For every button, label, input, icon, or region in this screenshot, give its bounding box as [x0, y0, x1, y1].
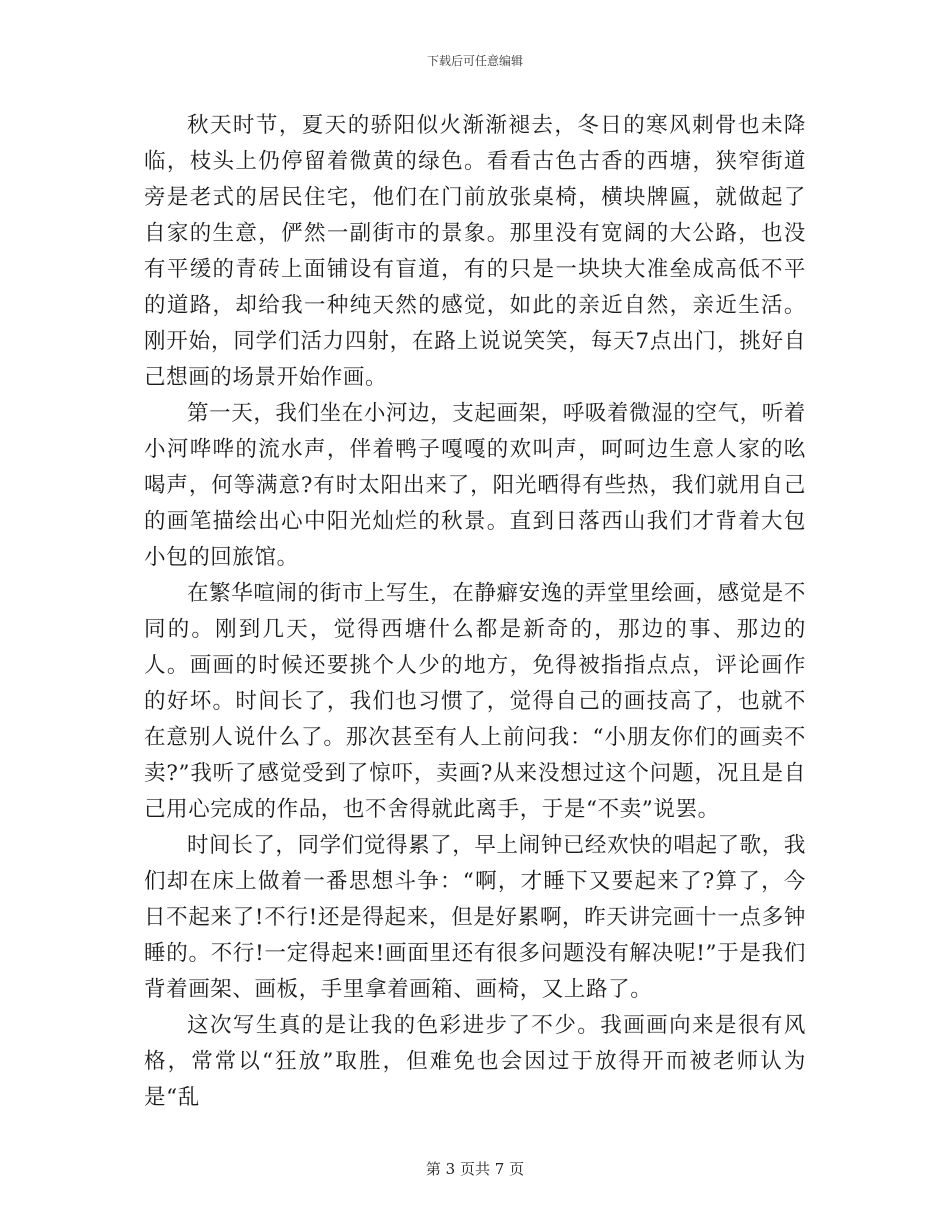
- page-header: 下载后可任意编辑: [426, 54, 523, 68]
- paragraph: 秋天时节，夏天的骄阳似火渐渐褪去，冬日的寒风刺骨也未降临，枝头上仍停留着微黄的绿色。看看古色古香的西塘，狭窄街道旁是老式的居民住宅，他们在门前放张桌椅，横块牌匾，就做起了自家的生意，俨然一副街市的景象。那里没有宽阔的大公路，也没有平缓的青砖上面铺设有盲道，有的只是一块块大准垒成高低不平的道路，却给我一种纯天然的感觉，如此的亲近自然，亲近生活。刚开始，同学们活力四射，在路上说说笑笑，每天7点出门，挑好自己想画的场景开始作画。: [144, 113, 806, 390]
- paragraph: 这次写生真的是让我的色彩进步了不少。我画画向来是很有风格，常常以“狂放”取胜，但难免也会因过于放得开而被老师认为是“乱: [144, 1013, 806, 1110]
- paragraph: 在繁华喧闹的街市上写生，在静癖安逸的弄堂里绘画，感觉是不同的。刚到几天，觉得西塘什么都是新奇的，那边的事、那边的人。画画的时候还要挑个人少的地方，免得被指指点点，评论画作的好坏。时间长了，我们也习惯了，觉得自己的画技高了，也就不在意别人说什么了。那次甚至有人上前问我：“小朋友你们的画卖不卖?”我听了感觉受到了惊吓，卖画?从来没想过这个问题，况且是自己用心完成的作品，也不舍得就此离手，于是“不卖”说罢。: [144, 581, 806, 822]
- document-body: [144, 108, 806, 1116]
- page-number-footer: 第 3 页共 7 页: [425, 1160, 525, 1178]
- paragraph: 时间长了，同学们觉得累了，早上闹钟已经欢快的唱起了歌，我们却在床上做着一番思想斗争：“啊，才睡下又要起来了?算了，今日不起来了!不行!还是得起来，但是好累啊，昨天讲完画十一点多钟睡的。不行!一定得起来!画面里还有很多问题没有解决呢!”于是我们背着画架、画板，手里拿着画箱、画椅，又上路了。: [144, 833, 806, 1002]
- paragraph: 第一天，我们坐在小河边，支起画架，呼吸着微湿的空气，听着小河哗哗的流水声，伴着鸭子嘎嘎的欢叫声，呵呵边生意人家的吆喝声，何等满意?有时太阳出来了，阳光晒得有些热，我们就用自己的画笔描绘出心中阳光灿烂的秋景。直到日落西山我们才背着大包小包的回旅馆。: [144, 401, 806, 570]
